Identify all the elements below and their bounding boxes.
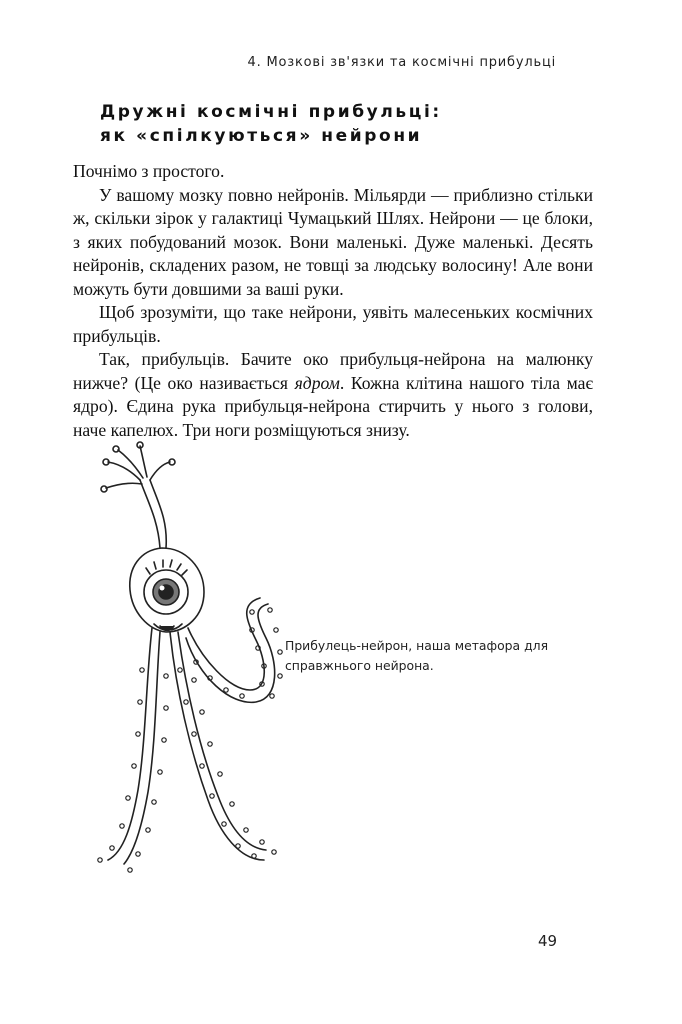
alien-leg-left [108,628,152,860]
paragraph-3: Щоб зрозуміти, що таке нейрони, уявіть малесеньких космічних прибульців. [73,302,593,346]
figure-caption: Прибулець-нейрон, наша метафора для справжнього нейрона. [285,638,549,673]
body-text [73,160,593,442]
paragraph-4-part-b: . Кожна клітина нашого тіла має ядро). Єдина рука прибульця-нейрона стирчить у нього з голови, наче капелюх. Три ноги розміщуються знизу. [73,372,594,440]
neuron-alien-illustration [90,440,290,900]
paragraph-4-part-a: Так, прибульців. Бачите око прибульця-нейрона на малюнку нижче? (Це око називається [73,349,593,393]
section-title-line-2: як «спілкуються» нейрони [100,126,423,146]
running-head: 4. Мозкові зв'язки та космічні прибульці [247,55,556,70]
paragraph-4 [73,348,593,442]
section-title-line-1: Дружні космічні прибульці: [100,102,442,122]
section-title [100,100,580,148]
paragraph-2: У вашому мозку повно нейронів. Мільярди — приблизно стільки ж, скільки зірок у галактиці Чумацький Шлях. Нейрони — це блоки, з яких побудований мозок. Вони маленькі. Дуже маленькі. Десять нейронів, складених разом, не товщі за людську волосину! Але вони можуть бути довшими за ваші руки. [73,184,593,299]
nucleus-term: ядром [294,372,340,393]
alien-arm [140,480,160,548]
page-number: 49 [538,932,558,950]
paragraph-1: Почнімо з простого. [73,161,225,181]
